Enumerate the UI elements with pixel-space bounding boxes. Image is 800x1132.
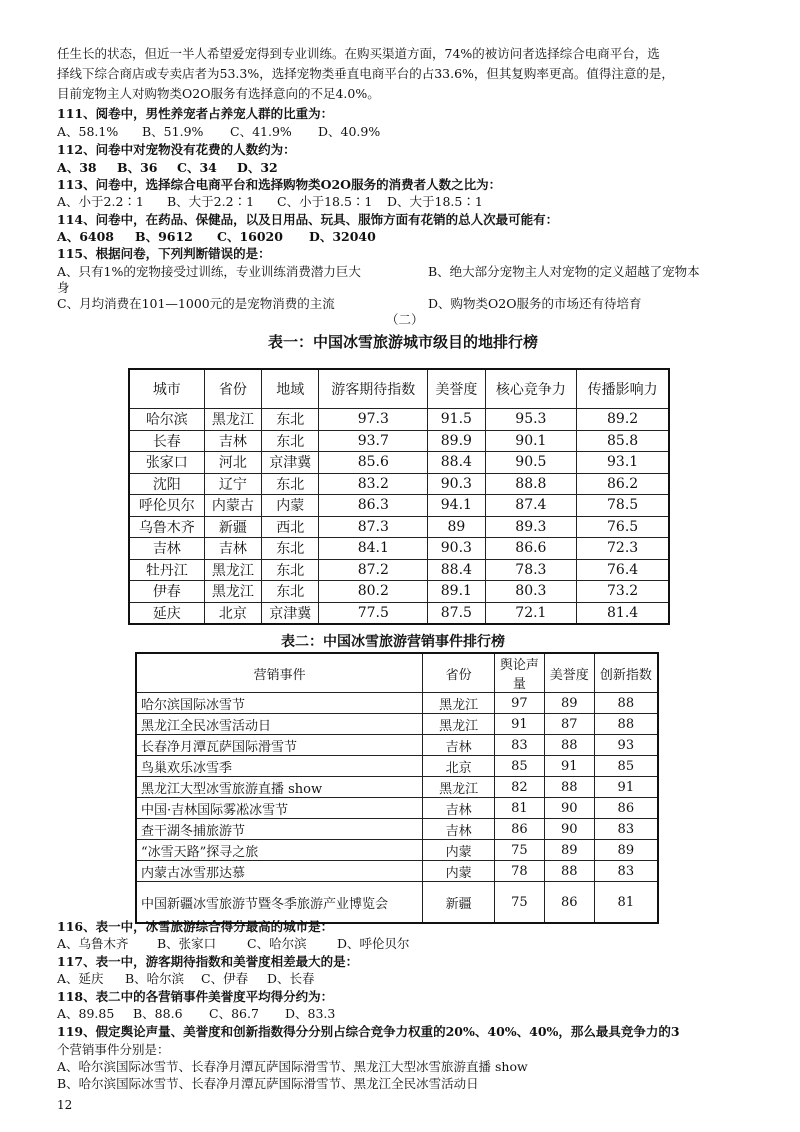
- option[interactable]: A、6408: [57, 229, 114, 244]
- table-row: [129, 495, 669, 517]
- table-cell: 85.8: [577, 430, 669, 452]
- table-cell: 89.9: [428, 430, 485, 452]
- table-row: [129, 559, 669, 581]
- table-cell: 京津冀: [262, 602, 319, 624]
- column-header: 核心竞争力: [485, 369, 577, 409]
- table-cell: 88.4: [428, 452, 485, 474]
- option-b[interactable]: B、绝大部分宠物主人对宠物的定义超越了宠物本: [428, 264, 700, 279]
- option[interactable]: A、小于2.2∶1: [57, 194, 144, 209]
- column-header: 美誉度: [428, 369, 485, 409]
- table-cell: 88: [594, 693, 658, 714]
- option-c[interactable]: C、月均消费在101—1000元的是宠物消费的主流: [57, 296, 335, 311]
- table-row: [136, 798, 658, 819]
- table-cell: 河北: [204, 452, 261, 474]
- question-options: [57, 194, 483, 210]
- table-row: [136, 840, 658, 861]
- option[interactable]: C、86.7: [209, 1006, 259, 1021]
- question-stem: 117、表一中，游客期待指数和美誉度相差最大的是：: [57, 954, 359, 969]
- intro-line: 任生长的状态，但近一半人希望爱宠得到专业训练。在购买渠道方面，74%的被访问者选择综合电商平台，选: [57, 46, 660, 61]
- table-cell: 90: [544, 819, 594, 840]
- option[interactable]: C、小于18.5∶1: [277, 194, 373, 209]
- table-cell: 85: [594, 756, 658, 777]
- table-row: [136, 693, 658, 714]
- table-cell: 东北: [262, 430, 319, 452]
- table-cell: 91.5: [428, 409, 485, 431]
- table-cell: 哈尔滨国际冰雪节: [136, 693, 423, 714]
- table-cell: 85.6: [319, 452, 428, 474]
- table-cell: 89.1: [428, 581, 485, 603]
- table-cell: 78: [494, 861, 544, 882]
- table-cell: 黑龙江: [204, 559, 261, 581]
- table-cell: 黑龙江: [423, 693, 495, 714]
- option[interactable]: C、41.9%: [230, 124, 292, 139]
- question-stem: 112、问卷中对宠物没有花费的人数约为：: [57, 142, 296, 157]
- table-cell: 77.5: [319, 602, 428, 624]
- option[interactable]: C、哈尔滨: [247, 936, 307, 951]
- question-options: [57, 124, 380, 140]
- option[interactable]: D、40.9%: [318, 124, 381, 139]
- table-cell: 黑龙江: [204, 581, 261, 603]
- table-cell: 76.5: [577, 516, 669, 538]
- option-b-continued: 身: [57, 280, 70, 295]
- table-cell: 牡丹江: [129, 559, 204, 581]
- option[interactable]: A、58.1%: [57, 124, 119, 139]
- table-row: [136, 882, 658, 924]
- table-cell: 89: [544, 840, 594, 861]
- question-options: [57, 936, 410, 952]
- table-cell: 86.3: [319, 495, 428, 517]
- table-cell: 97: [494, 693, 544, 714]
- table-row: [129, 409, 669, 431]
- table-cell: 西北: [262, 516, 319, 538]
- option[interactable]: B、51.9%: [142, 124, 204, 139]
- table-cell: 88: [544, 861, 594, 882]
- table-cell: 内蒙古: [204, 495, 261, 517]
- table-row: [129, 581, 669, 603]
- table-cell: 75: [494, 840, 544, 861]
- option[interactable]: B、大于2.2∶1: [167, 194, 255, 209]
- table-cell: 86.6: [485, 538, 577, 560]
- table-cell: 90.3: [428, 538, 485, 560]
- intro-line: 择线下综合商店或专卖店者为53.3%，选择宠物类垂直电商平台的占33.6%，但其复购率更高。值得注意的是，: [57, 66, 674, 81]
- table-cell: 辽宁: [204, 473, 261, 495]
- table-cell: 黑龙江全民冰雪活动日: [136, 714, 423, 735]
- table-cell: 72.1: [485, 602, 577, 624]
- question-stem: 111、阅卷中，男性养宠者占养宠人群的比重为：: [57, 106, 334, 121]
- table1: [128, 368, 670, 625]
- table-cell: 88: [594, 714, 658, 735]
- option[interactable]: D、83.3: [285, 1006, 336, 1021]
- option-a[interactable]: A、只有1%的宠物接受过训练，专业训练消费潜力巨大: [57, 264, 361, 279]
- table-cell: 95.3: [485, 409, 577, 431]
- table-cell: 97.3: [319, 409, 428, 431]
- table-cell: 81.4: [577, 602, 669, 624]
- table-cell: 80.2: [319, 581, 428, 603]
- table-row: [129, 516, 669, 538]
- table-cell: 哈尔滨: [129, 409, 204, 431]
- table-cell: 长春: [129, 430, 204, 452]
- option[interactable]: A、乌鲁木齐: [57, 936, 129, 951]
- table-cell: 吉林: [423, 798, 495, 819]
- table-cell: 73.2: [577, 581, 669, 603]
- table-cell: 89.3: [485, 516, 577, 538]
- question-stem: 113、问卷中，选择综合电商平台和选择购物类O2O服务的消费者人数之比为：: [57, 177, 502, 192]
- option[interactable]: C、伊春: [201, 971, 249, 986]
- table-cell: 86: [594, 798, 658, 819]
- option[interactable]: D、大于18.5∶1: [387, 194, 483, 209]
- table-cell: 90.5: [485, 452, 577, 474]
- table-cell: 新疆: [204, 516, 261, 538]
- table-cell: 东北: [262, 559, 319, 581]
- table-row: [129, 430, 669, 452]
- table-cell: 90: [544, 798, 594, 819]
- option[interactable]: A、89.85: [57, 1006, 115, 1021]
- table-cell: 94.1: [428, 495, 485, 517]
- column-header: 地域: [262, 369, 319, 409]
- table-cell: 鸟巢欢乐冰雪季: [136, 756, 423, 777]
- column-header: 省份: [423, 653, 495, 693]
- table-cell: 中国·吉林国际雾凇冰雪节: [136, 798, 423, 819]
- table-cell: 87.5: [428, 602, 485, 624]
- table-cell: 78.5: [577, 495, 669, 517]
- table2-title: 表二：中国冰雪旅游营销事件排行榜: [281, 634, 505, 650]
- table-cell: 86.2: [577, 473, 669, 495]
- option-b[interactable]: B、哈尔滨国际冰雪节、长春净月潭瓦萨国际滑雪节、黑龙江全民冰雪活动日: [57, 1076, 479, 1091]
- option[interactable]: A、延庆: [57, 971, 104, 986]
- table-cell: 76.4: [577, 559, 669, 581]
- column-header: 营销事件: [136, 653, 423, 693]
- table-row: [136, 777, 658, 798]
- table-cell: 88: [544, 777, 594, 798]
- table-cell: 北京: [423, 756, 495, 777]
- table-cell: 东北: [262, 538, 319, 560]
- table-cell: 沈阳: [129, 473, 204, 495]
- table-cell: 89.2: [577, 409, 669, 431]
- table-cell: 91: [594, 777, 658, 798]
- table-cell: 72.3: [577, 538, 669, 560]
- table-cell: 吉林: [129, 538, 204, 560]
- table-cell: 90.1: [485, 430, 577, 452]
- table-cell: 乌鲁木齐: [129, 516, 204, 538]
- table-cell: 81: [594, 882, 658, 924]
- question-stem: 119、假定舆论声量、美誉度和创新指数得分分别占综合竞争力权重的20%、40%、40%，那么最具竞争力的3: [57, 1024, 680, 1039]
- column-header: 省份: [204, 369, 261, 409]
- question-stem-continued: 个营销事件分别是：: [57, 1042, 170, 1057]
- question-stem: 115、根据问卷，下列判断错误的是：: [57, 246, 271, 261]
- table-cell: 吉林: [423, 819, 495, 840]
- option[interactable]: A、38: [57, 160, 97, 175]
- column-header: 游客期待指数: [319, 369, 428, 409]
- table-cell: 84.1: [319, 538, 428, 560]
- table-cell: 新疆: [423, 882, 495, 924]
- table-cell: 内蒙古冰雪那达慕: [136, 861, 423, 882]
- option[interactable]: B、88.6: [133, 1006, 183, 1021]
- table-row: [129, 452, 669, 474]
- page-number: 12: [57, 1098, 73, 1112]
- table-cell: 80.3: [485, 581, 577, 603]
- table-cell: 83.2: [319, 473, 428, 495]
- column-header: 舆论声量: [494, 653, 544, 693]
- table-row: [136, 819, 658, 840]
- option[interactable]: B、36: [117, 160, 158, 175]
- table-cell: 93: [594, 735, 658, 756]
- table-cell: 内蒙: [423, 861, 495, 882]
- table-row: [129, 538, 669, 560]
- table-cell: 91: [544, 756, 594, 777]
- table-cell: 85: [494, 756, 544, 777]
- table-cell: 东北: [262, 473, 319, 495]
- table-cell: 81: [494, 798, 544, 819]
- table-cell: 伊春: [129, 581, 204, 603]
- table-cell: 93.7: [319, 430, 428, 452]
- table-cell: 75: [494, 882, 544, 924]
- option[interactable]: B、张家口: [157, 936, 217, 951]
- table-cell: 87.2: [319, 559, 428, 581]
- column-header: 传播影响力: [577, 369, 669, 409]
- question-stem: 116、表一中，冰雪旅游综合得分最高的城市是：: [57, 919, 334, 934]
- option-a[interactable]: A、哈尔滨国际冰雪节、长春净月潭瓦萨国际滑雪节、黑龙江大型冰雪旅游直播 show: [57, 1059, 528, 1074]
- table-cell: 89: [544, 693, 594, 714]
- section-heading: （二）: [386, 312, 424, 327]
- option[interactable]: C、16020: [217, 229, 283, 244]
- table-cell: 北京: [204, 602, 261, 624]
- question-options: [57, 229, 376, 245]
- option[interactable]: D、呼伦贝尔: [337, 936, 410, 951]
- table-row: [129, 602, 669, 624]
- table-row: [136, 735, 658, 756]
- table-cell: 延庆: [129, 602, 204, 624]
- column-header: 创新指数: [594, 653, 658, 693]
- option[interactable]: B、哈尔滨: [125, 971, 185, 986]
- table1-title: 表一：中国冰雪旅游城市级目的地排行榜: [268, 333, 539, 351]
- table-cell: 呼伦贝尔: [129, 495, 204, 517]
- column-header: 美誉度: [544, 653, 594, 693]
- table-cell: 黑龙江: [423, 777, 495, 798]
- table-cell: 东北: [262, 409, 319, 431]
- intro-line: 目前宠物主人对购物类O2O服务有选择意向的不足4.0%。: [57, 86, 380, 101]
- table-cell: 82: [494, 777, 544, 798]
- table-cell: 86: [544, 882, 594, 924]
- table-cell: 中国新疆冰雪旅游节暨冬季旅游产业博览会: [136, 882, 423, 924]
- table-cell: 87.4: [485, 495, 577, 517]
- table-cell: 89: [428, 516, 485, 538]
- option[interactable]: B、9612: [135, 229, 193, 244]
- option[interactable]: D、长春: [267, 971, 315, 986]
- table-cell: 查干湖冬捕旅游节: [136, 819, 423, 840]
- table-cell: 吉林: [423, 735, 495, 756]
- option[interactable]: C、34: [177, 160, 217, 175]
- table-cell: 吉林: [204, 430, 261, 452]
- option[interactable]: D、32: [237, 160, 278, 175]
- table-cell: 88.8: [485, 473, 577, 495]
- question-stem: 118、表二中的各营销事件美誉度平均得分约为：: [57, 989, 334, 1004]
- table-cell: 89: [594, 840, 658, 861]
- table-row: [136, 756, 658, 777]
- option-d[interactable]: D、购物类O2O服务的市场还有待培育: [428, 296, 642, 311]
- table-row: [136, 861, 658, 882]
- table-cell: 东北: [262, 581, 319, 603]
- table-cell: 黑龙江: [423, 714, 495, 735]
- table-cell: 内蒙: [262, 495, 319, 517]
- table-cell: 黑龙江大型冰雪旅游直播 show: [136, 777, 423, 798]
- table-cell: 京津冀: [262, 452, 319, 474]
- table-cell: 87: [544, 714, 594, 735]
- table2: [135, 652, 659, 924]
- table-cell: 83: [594, 819, 658, 840]
- table-cell: 黑龙江: [204, 409, 261, 431]
- table-row: [129, 473, 669, 495]
- table-cell: 88: [544, 735, 594, 756]
- table-cell: 87.3: [319, 516, 428, 538]
- table-cell: 88.4: [428, 559, 485, 581]
- table-cell: 86: [494, 819, 544, 840]
- table-cell: 93.1: [577, 452, 669, 474]
- table-cell: 83: [594, 861, 658, 882]
- question-options: [57, 160, 278, 176]
- table-cell: 内蒙: [423, 840, 495, 861]
- table-cell: 长春净月潭瓦萨国际滑雪节: [136, 735, 423, 756]
- table-cell: 91: [494, 714, 544, 735]
- question-stem: 114、问卷中，在药品、保健品，以及日用品、玩具、服饰方面有花销的总人次最可能有：: [57, 212, 559, 227]
- table-cell: 吉林: [204, 538, 261, 560]
- table-cell: 90.3: [428, 473, 485, 495]
- table-row: [136, 714, 658, 735]
- question-options: [57, 1006, 335, 1022]
- question-options: [57, 971, 315, 987]
- table-cell: 78.3: [485, 559, 577, 581]
- table-cell: 张家口: [129, 452, 204, 474]
- table-cell: “冰雪天路”探寻之旅: [136, 840, 423, 861]
- table-cell: 83: [494, 735, 544, 756]
- option[interactable]: D、32040: [309, 229, 376, 244]
- column-header: 城市: [129, 369, 204, 409]
